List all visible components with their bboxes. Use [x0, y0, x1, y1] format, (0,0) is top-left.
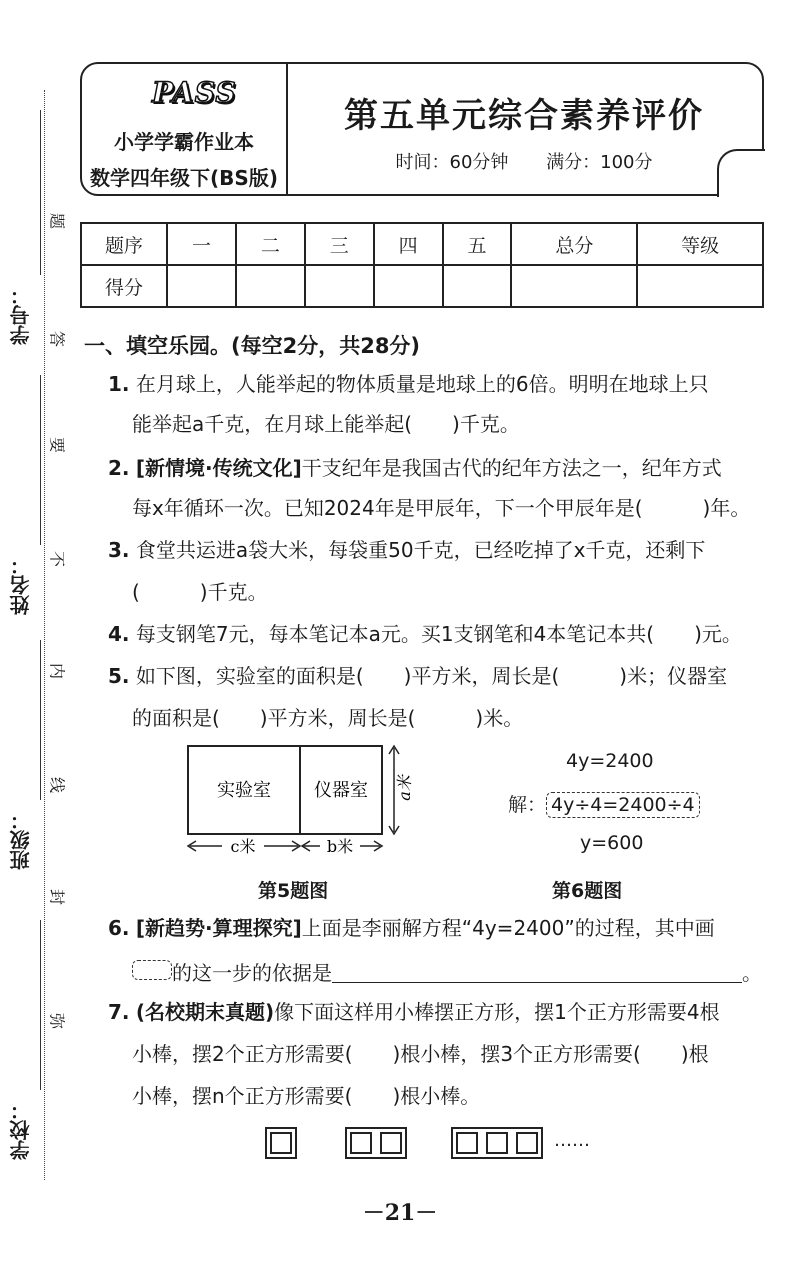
score-input-cell[interactable] — [637, 265, 763, 307]
score-input-cell[interactable] — [511, 265, 637, 307]
solve-label: 解： — [508, 794, 547, 816]
question-number: 5. — [108, 664, 130, 688]
question-number: 7. — [108, 1000, 130, 1024]
question-5-line-1 — [108, 666, 727, 686]
width-b-label: b米 — [326, 837, 354, 856]
question-number: 1. — [108, 372, 130, 396]
seal-char: 题 — [49, 210, 66, 230]
question-text: 上面是李丽解方程“4y=2400”的过程，其中画 — [301, 916, 715, 940]
period: 。 — [742, 961, 762, 985]
score-input-cell[interactable] — [236, 265, 305, 307]
question-3-line-1 — [108, 540, 705, 560]
question-2-line-2: 每x年循环一次。已知2024年是甲辰年，下一个甲辰年是( )年。 — [132, 496, 751, 520]
table-cell: 等级 — [637, 223, 763, 265]
table-cell: 四 — [374, 223, 443, 265]
name-label: 姓名： — [9, 555, 33, 615]
score-input-cell[interactable] — [443, 265, 512, 307]
table-cell: 题序 — [81, 223, 167, 265]
table-cell: 总分 — [511, 223, 637, 265]
score-table — [80, 222, 764, 308]
stick-squares-figure — [262, 1124, 562, 1164]
answer-blank-line[interactable] — [332, 964, 742, 983]
score-table-header-row — [81, 223, 763, 265]
question-7-line-3: 小棒，摆n个正方形需要( )根小棒。 — [132, 1084, 481, 1108]
id-blank — [40, 110, 41, 275]
question-text: 食堂共运进a袋大米，每袋重50千克，已经吃掉了x千克，还剩下 — [135, 538, 706, 562]
question-tag: (名校期末真题) — [135, 1000, 275, 1024]
school-blank — [40, 920, 41, 1090]
header-box — [80, 62, 764, 196]
score-input-cell[interactable] — [305, 265, 374, 307]
question-7-line-1 — [108, 1002, 720, 1022]
figure-5-diagram — [180, 738, 420, 863]
question-5-line-2: 的面积是( )平方米，周长是( )米。 — [132, 706, 524, 730]
one-square — [266, 1128, 296, 1158]
question-tag: [新趋势·算理探究] — [135, 916, 302, 940]
question-3-line-2: ( )千克。 — [132, 580, 268, 604]
question-6-line-1 — [108, 918, 715, 938]
ellipsis: …… — [554, 1130, 590, 1151]
question-text: 在月球上，人能举起的物体质量是地球上的6倍。明明在地球上只 — [135, 372, 709, 396]
page-number: －21－ — [362, 1200, 438, 1226]
table-cell: 一 — [167, 223, 236, 265]
question-number: 2. — [108, 456, 130, 480]
binding-dotted-line — [44, 90, 45, 1180]
question-text: 每支钢笔7元，每本笔记本a元。买1支钢笔和4本笔记本共( )元。 — [135, 622, 742, 646]
width-c-label: c米 — [230, 837, 256, 856]
table-cell: 三 — [305, 223, 374, 265]
fig6-equation-1: 4y=2400 — [566, 750, 654, 772]
class-label: 班级： — [9, 810, 33, 870]
question-text: 像下面这样用小棒摆正方形，摆1个正方形需要4根 — [274, 1000, 720, 1024]
seal-char: 不 — [49, 548, 66, 568]
question-1-line-2: 能举起a千克，在月球上能举起( )千克。 — [132, 412, 520, 436]
question-1-line-1 — [108, 374, 709, 394]
seal-char: 弥 — [49, 1010, 66, 1030]
time-limit: 时间：60分钟 — [395, 152, 509, 173]
section-title: 一、填空乐园。(每空2分，共28分) — [84, 334, 421, 358]
question-7-line-2: 小棒，摆2个正方形需要( )根小棒，摆3个正方形需要( )根 — [132, 1042, 709, 1066]
two-squares — [346, 1128, 406, 1158]
question-tag: [新情境·传统文化] — [135, 456, 302, 480]
table-cell: 二 — [236, 223, 305, 265]
exam-info — [286, 148, 762, 174]
full-score: 满分：100分 — [546, 152, 653, 173]
name-blank — [40, 375, 41, 545]
figure-5-caption: 第5题图 — [258, 880, 329, 902]
pass-logo: PASS — [152, 76, 237, 109]
fig6-equation-3: y=600 — [580, 832, 644, 854]
brand-line-1: 小学学霸作业本 — [114, 130, 254, 154]
question-6-line-2 — [132, 960, 762, 983]
three-squares — [452, 1128, 542, 1158]
page-title: 第五单元综合素养评价 — [344, 96, 704, 136]
brand-line-2: 数学四年级下(BS版) — [90, 166, 278, 190]
height-label: a米 — [395, 775, 414, 801]
question-2-line-1 — [108, 458, 722, 478]
score-input-cell[interactable] — [167, 265, 236, 307]
seal-char: 答 — [49, 328, 66, 348]
dotted-box-icon — [132, 960, 172, 980]
class-blank — [40, 640, 41, 800]
id-label: 学号： — [9, 285, 33, 345]
table-cell: 得分 — [81, 265, 167, 307]
seal-char: 要 — [49, 434, 66, 454]
score-table-score-row — [81, 265, 763, 307]
page-curl-decoration — [717, 149, 765, 197]
question-text: 如下图，实验室的面积是( )平方米，周长是( )米；仪器室 — [135, 664, 728, 688]
room2-label: 仪器室 — [314, 780, 368, 801]
question-number: 6. — [108, 916, 130, 940]
question-text: 的这一步的依据是 — [172, 961, 332, 985]
question-number: 3. — [108, 538, 130, 562]
fig6-solve-line — [508, 790, 700, 818]
score-input-cell[interactable] — [374, 265, 443, 307]
table-cell: 五 — [443, 223, 512, 265]
seal-char: 内 — [49, 660, 66, 680]
school-label: 学校： — [9, 1100, 33, 1160]
question-number: 4. — [108, 622, 130, 646]
question-4-line-1 — [108, 624, 742, 644]
seal-char: 封 — [49, 886, 66, 906]
fig6-equation-2-boxed: 4y÷4=2400÷4 — [546, 792, 700, 818]
question-text: 干支纪年是我国古代的纪年方法之一，纪年方式 — [301, 456, 722, 480]
room1-label: 实验室 — [217, 780, 271, 801]
seal-char: 线 — [49, 774, 66, 794]
figure-6-caption: 第6题图 — [552, 880, 623, 902]
